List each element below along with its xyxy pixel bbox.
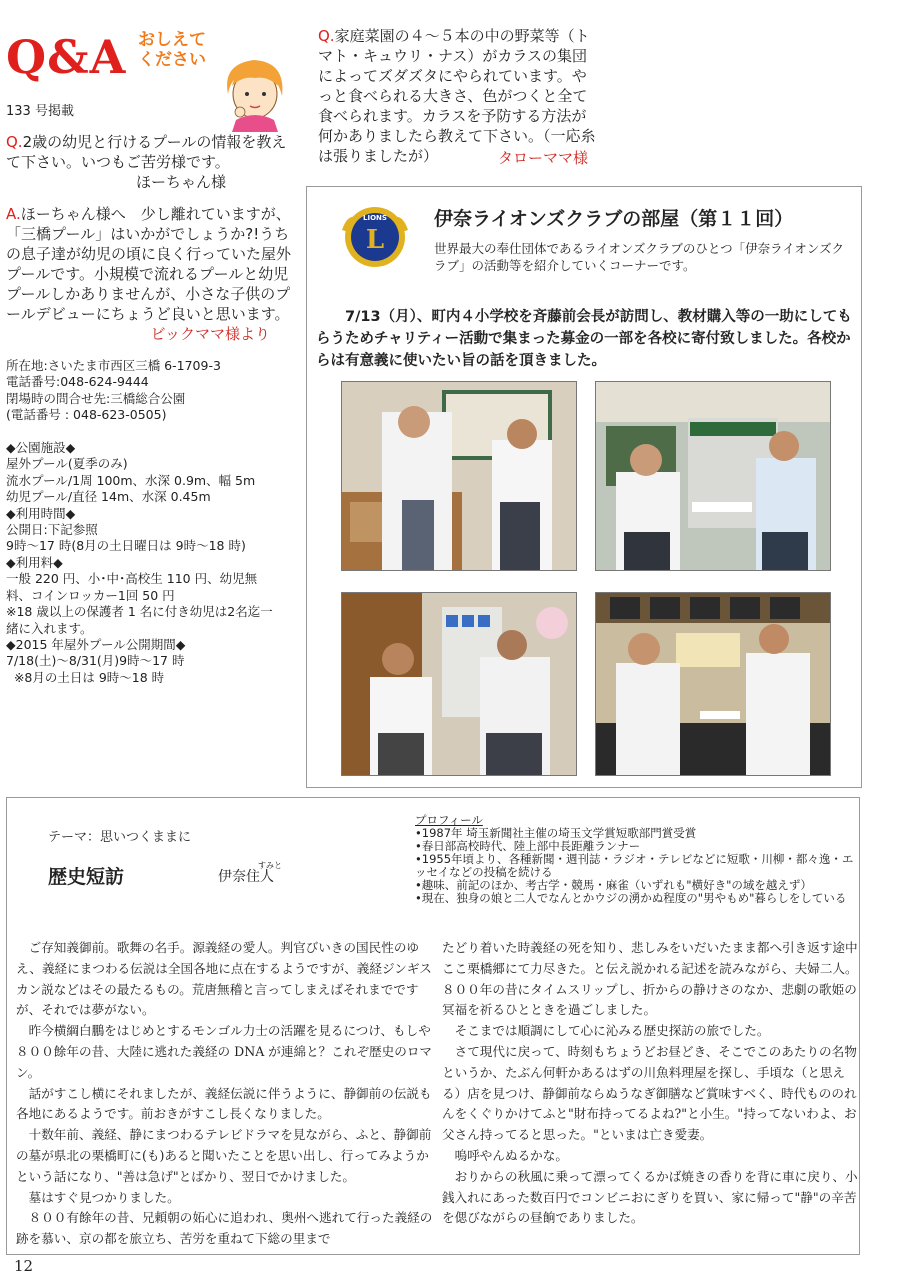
photo-donation-3 bbox=[341, 592, 577, 776]
info-line: ◆公園施設◆ bbox=[6, 440, 76, 456]
lions-title: 伊奈ライオンズクラブの部屋（第１１回） bbox=[434, 208, 794, 230]
question-2 bbox=[318, 26, 598, 166]
qa-subtitle-line2: ください bbox=[138, 50, 206, 70]
girl-illustration-icon bbox=[214, 50, 296, 132]
essay-paragraph: ８００有餘年の昔、兄頼朝の妬心に追われ、奥州へ逃れて行った義経の跡を慕い、京の都を旅立ち、苦労を重ねて下総の里まで bbox=[16, 1210, 433, 1247]
info-line: 9時～17 時(8月の土日曜日は 9時～18 時) bbox=[6, 538, 246, 554]
essay-column-right bbox=[442, 938, 860, 1229]
question-1-sign: ほーちゃん様 bbox=[136, 173, 227, 191]
info-line: ◆2015 年屋外プール公開期間◆ bbox=[6, 636, 186, 652]
info-line: 閉場時の問合せ先:三橋総合公園 bbox=[6, 390, 186, 406]
photo-donation-4 bbox=[595, 592, 831, 776]
essay-paragraph: 十数年前、義経、静にまつわるテレビドラマを見ながら、ふと、静御前の墓が県北の栗橋町に(も)あると聞いたことを思い出し、行ってみようかという話になり、"善は急げ"とばかり、翌日でかけました。 bbox=[16, 1127, 432, 1184]
qa-subtitle bbox=[138, 30, 218, 70]
issue-label: 133 号掲載 bbox=[6, 104, 74, 119]
answer-1 bbox=[6, 204, 296, 324]
info-line bbox=[6, 424, 296, 440]
profile-line: •春日部高校時代、陸上部中長距離ランナー bbox=[415, 839, 641, 853]
question-1-prefix: Q. bbox=[6, 133, 23, 151]
essay-paragraph: 昨今横綱白鵬をはじめとするモンゴル力士の活躍を見るにつけ、もしや８００餘年の昔、大陸に逃れた義経の DNA が連綿と？これぞ歴史のロマン。 bbox=[16, 1023, 433, 1080]
essay-paragraph: 墓はすぐ見つかりました。 bbox=[28, 1189, 180, 1205]
info-line: 所在地:さいたま市西区三橋 6-1709-3 bbox=[6, 358, 221, 373]
profile-label: プロフィール bbox=[415, 813, 483, 827]
info-line: 幼児プール/直径 14m、水深 0.45m bbox=[6, 489, 211, 505]
photo-donation-2 bbox=[595, 381, 831, 571]
lions-club-logo-icon bbox=[338, 200, 412, 274]
question-1 bbox=[6, 132, 296, 172]
info-line: ※8月の土日は 9時～18 時 bbox=[6, 669, 165, 685]
profile-line: •現在、独身の娘と二人でなんとかウジの湧かぬ程度の"男やもめ"暮らしをしている bbox=[415, 891, 847, 905]
author-ruby: すみと bbox=[258, 861, 282, 870]
essay-paragraph: さて現代に戻って、時刻もちょうどお昼どき、そこでこのあたりの名物というか、たぶん何軒かあるはずの川魚料理屋を探し、手頃な（と思える）店を見つけ、静御前ならぬうなぎ御膳など賞味すべく、時代もののれんをくぐりかけてふと"財布持ってるよね?"と小生。"持ってないわよ、お父さん持ってると思った。"といまは亡き愛妻。 bbox=[442, 1043, 857, 1143]
author-profile bbox=[415, 814, 855, 905]
answer-1-prefix: A. bbox=[6, 205, 21, 223]
essay-paragraph: そこまでは順調にして心に沁みる歴史探訪の旅でした。 bbox=[454, 1023, 770, 1039]
info-line: 電話番号:048-624-9444 bbox=[6, 374, 149, 390]
profile-line: •1987年 埼玉新聞社主催の埼玉文学賞短歌部門賞受賞 bbox=[415, 826, 697, 840]
page-number: 12 bbox=[14, 1257, 34, 1275]
profile-line: •1955年頃より、各種新聞・週刊誌・ラジオ・テレビなどに短歌・川柳・都々逸・エッセイなどの投稿を続ける bbox=[415, 852, 854, 879]
question-2-text: 家庭菜園の４～５本の中の野菜等（トマト・キュウリ・ナス）がカラスの集団によってズダズタにやられています。やっと食べられる大きさ、色がつくと全て食べられます。カラスを予防する方法が何かありましたら教えて下さい。（一応糸は張りましたが） bbox=[318, 27, 596, 165]
question-2-sign: タローママ様 bbox=[497, 149, 588, 167]
info-line: (電話番号 : 048-623-0505) bbox=[6, 407, 167, 423]
question-1-text: 2歳の幼児と行けるプールの情報を教えて下さい。いつもご苦労様です。 bbox=[6, 133, 287, 171]
info-line: 公開日:下記参照 bbox=[6, 522, 98, 538]
essay-paragraph: おりからの秋風に乗って漂ってくるかば焼きの香りを背に車に戻り、小銭入れにあった数百円でコンビニおにぎりを買い、家に帰って"静"の辛苦を偲びながらの昼餉でありました。 bbox=[442, 1168, 858, 1226]
essay-paragraph: 嗚呼やんぬるかな。 bbox=[454, 1147, 568, 1163]
info-line: ◆利用料◆ bbox=[6, 554, 63, 570]
info-line: 流水プール/1周 100m、水深 0.9m、幅 5m bbox=[6, 472, 256, 488]
essay-paragraph: 話がすこし横にそれましたが、義経伝説に伴うように、静御前の伝説も各地にあるようです。前おきがすこし長くなりました。 bbox=[16, 1085, 432, 1122]
answer-1-text: ほーちゃん様へ 少し離れていますが、「三橋プール」はいかがでしょうか?!うちの息子達が幼児の頃に良く行っていた屋外プールです。小規模で流れるプールと幼児プールしかありませんが、小さな子供のプールデビューにちょうど良いと思います。 bbox=[6, 205, 292, 323]
info-line: 屋外プール(夏季のみ) bbox=[6, 456, 128, 472]
essay-paragraph: たどり着いた時義経の死を知り、悲しみをいだいたまま都へ引き返す途中ここ栗橋郷にて力尽きた。と伝え説かれる記述を読みながら、夫婦二人。８００年の昔にタイムスリップし、折からの静けさのなか、悲劇の歌姫の冥福を祈るひとときを過ごしました。 bbox=[442, 940, 858, 1018]
info-line: 料、コインロッカー1回 50 円 bbox=[6, 587, 175, 603]
pool-info bbox=[6, 358, 296, 686]
info-line: 一般 220 円、小･中･高校生 110 円、幼児無 bbox=[6, 571, 258, 587]
question-2-prefix: Q. bbox=[318, 27, 335, 45]
info-line: 緒に入れます。 bbox=[6, 620, 93, 636]
qa-subtitle-line1: おしえて bbox=[138, 30, 206, 50]
essay-paragraph: ご存知義御前。歌舞の名手。源義経の愛人。判官びいきの国民性のゆえ、義経にまつわる伝説は全国各地に点在するようですが、義経ジンギスカン説などはその最たるもの。荒唐無稽と言ってしまえばそれまでですが、それでは夢がない。 bbox=[16, 940, 432, 1018]
essay-theme: テーマ：思いつくままに bbox=[48, 830, 192, 845]
lions-description: 世界最大の奉仕団体であるライオンズクラブのひとつ「伊奈ライオンズクラブ」の活動等を紹介していくコーナーです。 bbox=[434, 241, 845, 273]
essay-title: 歴史短訪 bbox=[48, 866, 125, 888]
info-line: 7/18(土)～8/31(月)9時～17 時 bbox=[6, 653, 185, 669]
info-line: ※18 歳以上の保護者 1 名に付き幼児は2名迄一 bbox=[6, 604, 273, 620]
profile-line: •趣味、前記のほか、考古学・競馬・麻雀（いずれも"横好き"の域を越えず） bbox=[415, 878, 812, 892]
lions-logo-letter: L bbox=[365, 225, 385, 255]
info-line: ◆利用時間◆ bbox=[6, 505, 76, 521]
essay-author: 伊奈住人 bbox=[218, 869, 274, 885]
essay-column-left bbox=[16, 938, 434, 1250]
lions-logo-text: LIONS bbox=[363, 214, 387, 222]
answer-1-sign: ビックママ様より bbox=[150, 325, 270, 343]
qa-logo: Q&A bbox=[6, 30, 127, 84]
lions-body-text: 7/13（月）、町内４小学校を斉藤前会長が訪問し、教材購入等の一助にしてもらうためチャリティー活動で集まった募金の一部を各校に寄付致しました。各校からは有意義に使いたい旨の話を頂きました。 bbox=[316, 309, 852, 369]
photo-donation-1 bbox=[341, 381, 577, 571]
